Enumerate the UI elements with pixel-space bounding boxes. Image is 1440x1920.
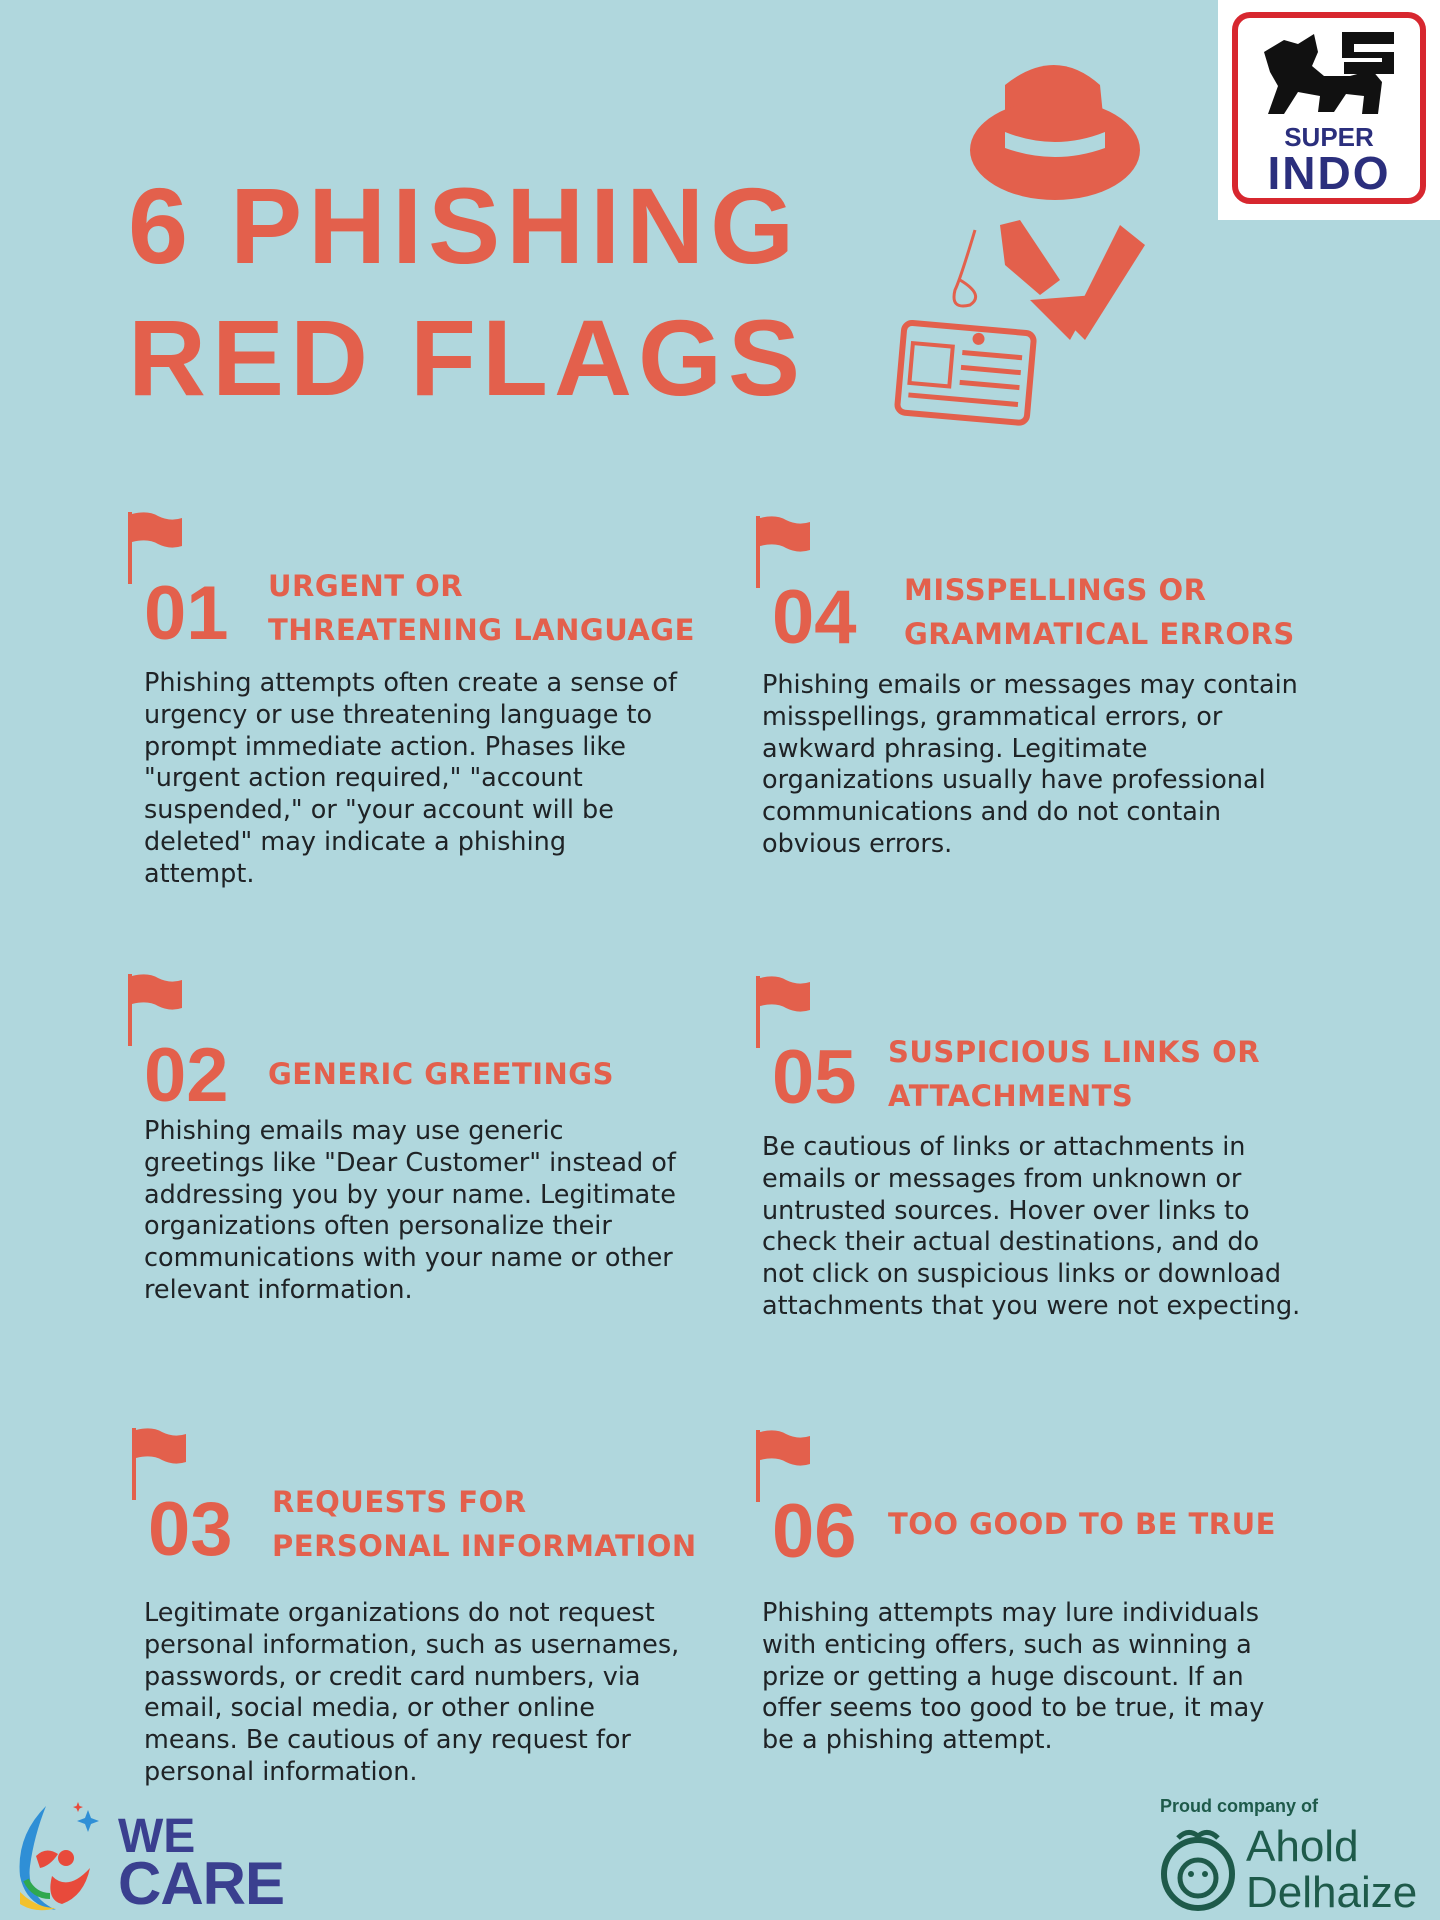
item-number: 03	[148, 1487, 233, 1572]
we-care-care: CARE	[118, 1850, 285, 1917]
spy-illustration-icon	[880, 40, 1200, 440]
proud-company-text: Proud company of	[1160, 1796, 1319, 1816]
we-care-logo	[0, 1790, 300, 1920]
red-flag-item-04	[756, 516, 1316, 896]
item-heading: MISSPELLINGS OR GRAMMATICAL ERRORS	[904, 573, 1295, 651]
title-line-2: RED FLAGS	[128, 297, 807, 418]
item-heading: REQUESTS FOR PERSONAL INFORMATION	[272, 1485, 697, 1563]
ahold-delhaize-logo	[1150, 1796, 1440, 1920]
item-body: Phishing emails may use generic greetings like "Dear Customer" instead of addressing you by your name. Legitimate organizations often personalize their communications with your name or other relevant information.	[144, 1116, 676, 1305]
item-heading: TOO GOOD TO BE TRUE	[888, 1507, 1276, 1541]
item-number: 02	[144, 1033, 229, 1118]
page-title	[128, 160, 806, 424]
item-body: Legitimate organizations do not request personal information, such as usernames, passwords, or credit card numbers, via email, social media, or other online means. Be cautious of any request for personal information.	[144, 1598, 680, 1787]
item-heading: URGENT OR THREATENING LANGUAGE	[268, 569, 695, 647]
ahold-lion-icon	[1156, 1824, 1240, 1916]
item-body: Phishing attempts may lure individuals with enticing offers, such as winning a prize or getting a huge discount. If an offer seems too good to be true, it may be a phishing attempt.	[762, 1598, 1265, 1756]
item-number: 01	[144, 571, 229, 656]
red-flag-item-06	[756, 1430, 1316, 1810]
red-flag-item-02	[128, 974, 688, 1354]
we-care-logo-icon	[6, 1796, 118, 1916]
item-heading: SUSPICIOUS LINKS OR ATTACHMENTS	[888, 1035, 1261, 1113]
brand-super: SUPER	[1284, 122, 1374, 152]
item-number: 05	[772, 1035, 857, 1120]
super-indo-logo	[1218, 0, 1440, 220]
title-line-1: 6 PHISHING	[128, 165, 801, 286]
red-flag-item-01	[128, 512, 695, 892]
we-care-we: WE	[118, 1810, 196, 1863]
item-body: Phishing emails or messages may contain misspellings, grammatical errors, or awkward phrasing. Legitimate organizations usually have professional communications and do not contain obvious errors.	[762, 670, 1298, 859]
red-flag-item-05	[756, 976, 1316, 1376]
brand-indo: INDO	[1267, 147, 1391, 199]
delhaize-word: Delhaize	[1246, 1868, 1418, 1917]
red-flag-item-03	[132, 1428, 697, 1808]
lion-logo-icon	[1254, 22, 1404, 126]
ahold-name	[1246, 1824, 1417, 1916]
item-number: 06	[772, 1489, 857, 1574]
item-number: 04	[772, 575, 857, 660]
item-body: Be cautious of links or attachments in emails or messages from unknown or untrusted sources. Hover over links to check their actual destinations, and do not click on suspicious links or download attachments that you were not expecting.	[762, 1132, 1301, 1321]
ahold-word: Ahold	[1246, 1822, 1359, 1871]
item-body: Phishing attempts often create a sense of urgency or use threatening language to prompt immediate action. Phases like "urgent action required," "account suspended," or "your account will be deleted" may indicate a phishing attempt.	[144, 668, 677, 889]
item-heading: GENERIC GREETINGS	[268, 1057, 614, 1091]
